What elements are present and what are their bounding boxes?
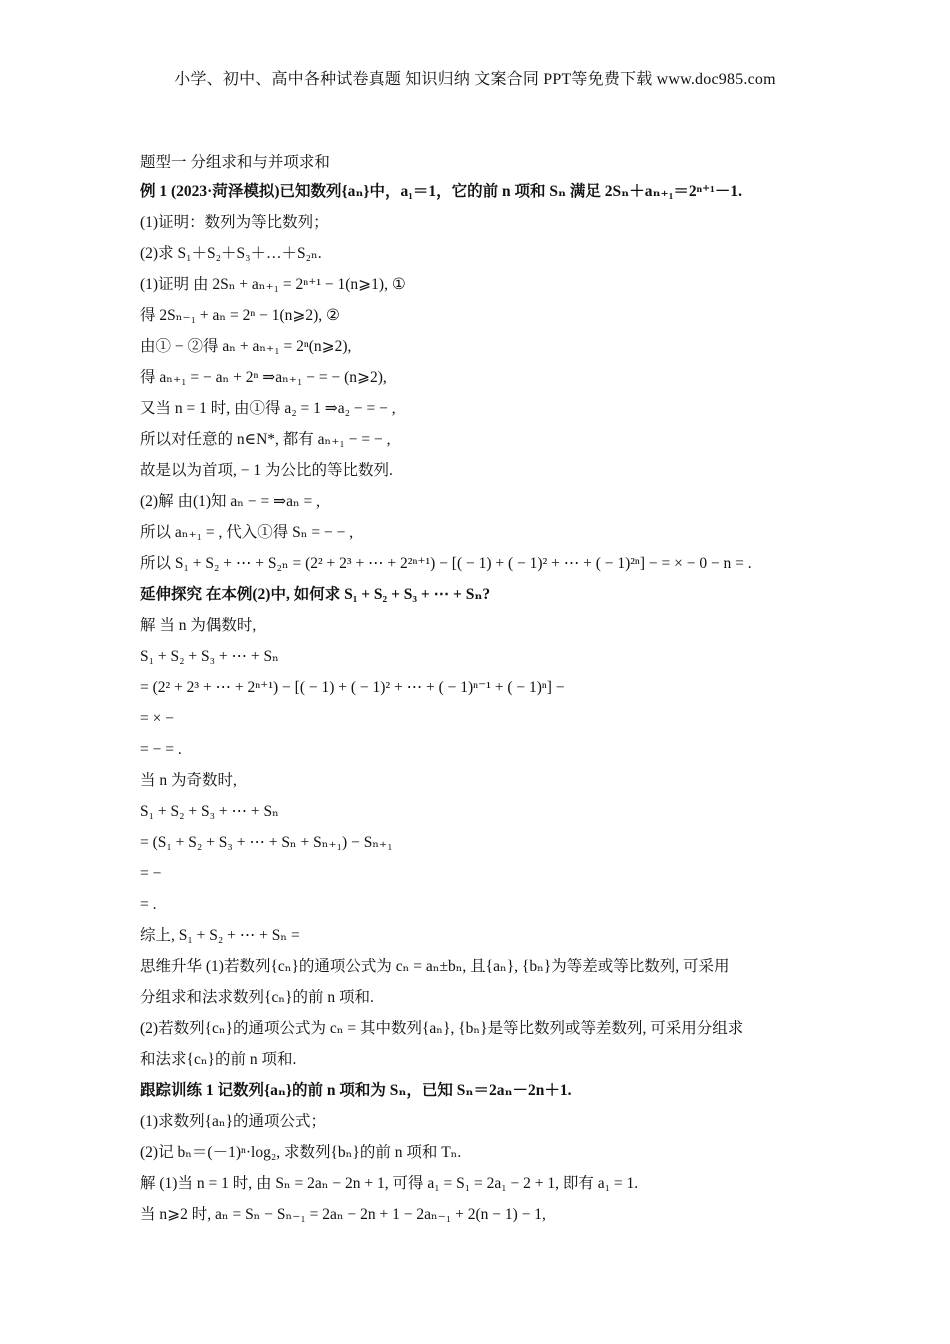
question-1: (1)证明：数列为等比数列；	[140, 214, 329, 231]
extension-line-8: = (S₁ + S₂ + S₃ + ⋯ + Sₙ + Sₙ₊₁) − Sₙ₊₁	[140, 834, 393, 851]
training-solution-line-1: 解 (1)当 n = 1 时, 由 Sₙ = 2aₙ − 2n + 1, 可得 a₁ = S₁ = 2a₁ − 2 + 1, 即有 a₁ = 1.	[140, 1175, 639, 1192]
extension-line-6: 当 n 为奇数时,	[140, 772, 237, 789]
training-solution-line-2: 当 n⩾2 时, aₙ = Sₙ − Sₙ₋₁ = 2aₙ − 2n + 1 − 2aₙ₋₁ + 2(n − 1) − 1,	[140, 1206, 546, 1223]
extension-line-4: = × −	[140, 710, 174, 727]
extension-line-3: = (2² + 2³ + ⋯ + 2ⁿ⁺¹) − [( − 1) + ( − 1)² + ⋯ + ( − 1)ⁿ⁻¹ + ( − 1)ⁿ] −	[140, 679, 565, 696]
extension-title: 延伸探究 在本例(2)中, 如何求 S₁ + S₂ + S₃ + ⋯ + Sₙ?	[140, 586, 491, 603]
insight-line-2: 分组求和法求数列{cₙ}的前 n 项和.	[140, 989, 374, 1006]
proof-line-2: 得 2Sₙ₋₁ + aₙ = 2ⁿ − 1(n⩾2), ②	[140, 307, 340, 324]
section-title: 题型一 分组求和与并项求和	[140, 154, 330, 171]
insight-line-3: (2)若数列{cₙ}的通项公式为 cₙ = 其中数列{aₙ}, {bₙ}是等比数列或等差数列, 可采用分组求	[140, 1020, 744, 1037]
extension-line-5: = − = .	[140, 741, 182, 758]
proof-line-1: (1)证明 由 2Sₙ + aₙ₊₁ = 2ⁿ⁺¹ − 1(n⩾1), ①	[140, 276, 406, 293]
extension-line-2: S₁ + S₂ + S₃ + ⋯ + Sₙ	[140, 648, 279, 665]
extension-summary: 综上, S₁ + S₂ + ⋯ + Sₙ =	[140, 927, 300, 944]
page-header: 小学、初中、高中各种试卷真题 知识归纳 文案合同 PPT等免费下载 www.doc985.com	[174, 71, 776, 88]
insight-line-1: 思维升华 (1)若数列{cₙ}的通项公式为 cₙ = aₙ±bₙ, 且{aₙ}, {bₙ}为等差或等比数列, 可采用	[140, 958, 730, 975]
extension-line-10: = .	[140, 896, 157, 913]
question-2: (2)求 S₁＋S₂＋S₃＋…＋S₂ₙ.	[140, 245, 322, 262]
proof-line-6: 所以对任意的 n∈N*, 都有 aₙ₊₁ − = − ,	[140, 431, 391, 448]
document-body	[140, 150, 820, 1230]
training-question-2: (2)记 bₙ＝(－1)ⁿ·log₂, 求数列{bₙ}的前 n 项和 Tₙ.	[140, 1144, 462, 1161]
training-question-1: (1)求数列{aₙ}的通项公式；	[140, 1113, 327, 1130]
proof-line-4: 得 aₙ₊₁ = − aₙ + 2ⁿ ⇒aₙ₊₁ − = − (n⩾2),	[140, 369, 387, 386]
solution-2-line-1: (2)解 由(1)知 aₙ − = ⇒aₙ = ,	[140, 493, 321, 510]
proof-line-7: 故是以为首项, − 1 为公比的等比数列.	[140, 462, 393, 479]
extension-line-1: 解 当 n 为偶数时,	[140, 617, 257, 634]
proof-line-3: 由① − ②得 aₙ + aₙ₊₁ = 2ⁿ(n⩾2),	[140, 338, 352, 355]
example-1-statement: 例 1 (2023·菏泽模拟)已知数列{aₙ}中，a₁＝1，它的前 n 项和 Sₙ 满足 2Sₙ＋aₙ₊₁＝2ⁿ⁺¹－1.	[140, 183, 742, 200]
training-title: 跟踪训练 1 记数列{aₙ}的前 n 项和为 Sₙ，已知 Sₙ＝2aₙ－2n＋1.	[140, 1082, 572, 1099]
proof-line-5: 又当 n = 1 时, 由①得 a₂ = 1 ⇒a₂ − = − ,	[140, 400, 396, 417]
solution-2-line-2: 所以 aₙ₊₁ = , 代入①得 Sₙ = − − ,	[140, 524, 354, 541]
insight-line-4: 和法求{cₙ}的前 n 项和.	[140, 1051, 297, 1068]
solution-2-line-3: 所以 S₁ + S₂ + ⋯ + S₂ₙ = (2² + 2³ + ⋯ + 2²ⁿ⁺¹) − [( − 1) + ( − 1)² + ⋯ + ( − 1)²ⁿ] − = × − 0 − n = .	[140, 555, 752, 572]
extension-line-9: = −	[140, 865, 162, 882]
extension-line-7: S₁ + S₂ + S₃ + ⋯ + Sₙ	[140, 803, 279, 820]
